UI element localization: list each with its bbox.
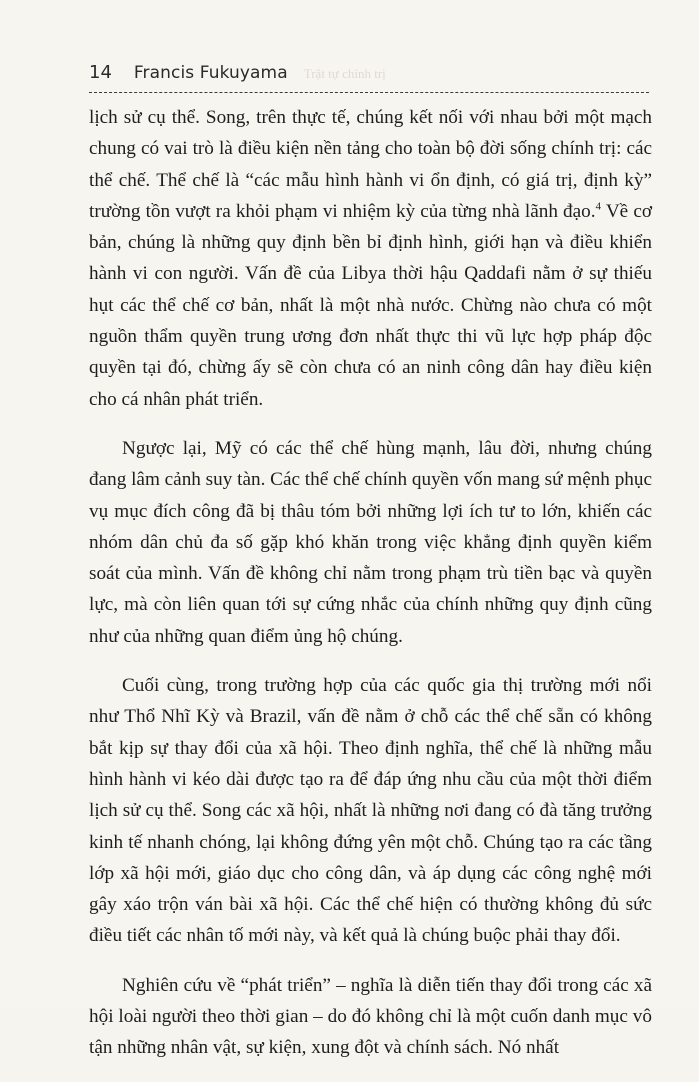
footnote-ref: 4 xyxy=(595,200,602,213)
page-number: 14 xyxy=(89,62,112,83)
paragraph-text: lịch sử cụ thể. Song, trên thực tế, chúng kết nối với nhau bởi một mạch chung có vai trò là điều kiện nền tảng cho toàn bộ đời sống chính trị: các thể chế. Thể chế là “các mẫu hình hành vi ổn định, có giá trị, định kỳ” trường tồn vượt ra khỏi phạm vi nhiệm kỳ của từng nhà lãnh đạo. xyxy=(89,107,652,222)
running-head xyxy=(89,62,649,92)
header-divider xyxy=(89,92,649,93)
paragraph: Cuối cùng, trong trường hợp của các quốc gia thị trường mới nổi như Thổ Nhĩ Kỳ và Brazil, vấn đề nằm ở chỗ các thể chế sẵn có không bắt kịp sự thay đổi của xã hội. Theo định nghĩa, thể chế là những mẫu hình hành vi kéo dài được tạo ra để đáp ứng nhu cầu của một thời điểm lịch sử cụ thể. Song các xã hội, nhất là những nơi đang có đà tăng trưởng kinh tế nhanh chóng, lại không đứng yên một chỗ. Chúng tạo ra các tầng lớp xã hội mới, giáo dục cho công dân, và áp dụng các công nghệ mới gây xáo trộn ván bài xã hội. Các thể chế hiện có thường không đủ sức điều tiết các nhân tố mới này, và kết quả là chúng buộc phải thay đổi. xyxy=(89,675,652,947)
paragraph-text-continued: Về cơ bản, chúng là những quy định bền bỉ định hình, giới hạn và điều khiển hành vi con người. Vấn đề của Libya thời hậu Qaddafi nằm ở sự thiếu hụt các thể chế cơ bản, nhất là một nhà nước. Chừng nào chưa có một nguồn thẩm quyền trung ương đơn nhất thực thi vũ lực hợp pháp độc quyền tại đó, chừng ấy sẽ còn chưa có an ninh công dân hay điều kiện cho cá nhân phát triển. xyxy=(89,200,652,410)
body-text xyxy=(89,102,652,1082)
running-title: Francis Fukuyama xyxy=(133,63,288,83)
bleed-through-text: Trật tự chính trị xyxy=(303,66,386,81)
paragraph: Ngược lại, Mỹ có các thể chế hùng mạnh, lâu đời, nhưng chúng đang lâm cảnh suy tàn. Các thể chế chính quyền vốn mang sứ mệnh phục vụ mục đích công đã bị thâu tóm bởi những lợi ích tư to lớn, khiến các nhóm dân chủ đa số gặp khó khăn trong việc khẳng định quyền kiểm soát của mình. Vấn đề không chỉ nằm trong phạm trù tiền bạc và quyền lực, mà còn liên quan tới sự cứng nhắc của chính những quy định cũng như của những quan điểm ủng hộ chúng. xyxy=(89,437,652,647)
paragraph xyxy=(89,102,652,415)
paragraph: Nghiên cứu về “phát triển” – nghĩa là diễn tiến thay đổi trong các xã hội loài người theo thời gian – do đó không chỉ là một cuốn danh mục vô tận những nhân vật, sự kiện, xung đột và chính sách. Nó nhất xyxy=(89,974,652,1059)
